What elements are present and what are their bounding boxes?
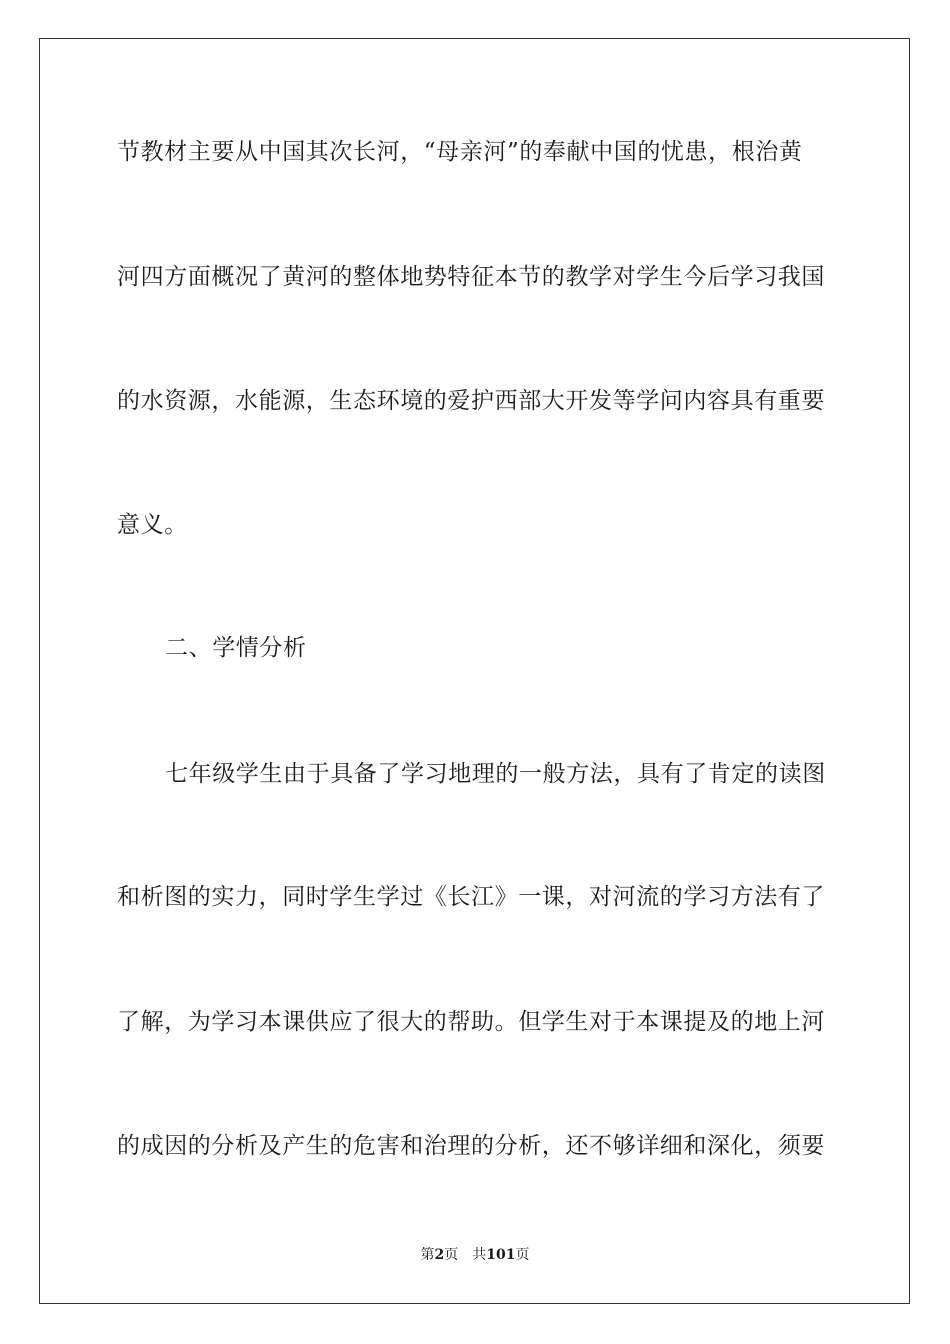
section-heading: 二、学情分析 (165, 635, 307, 661)
body-line-6: 七年级学生由于具备了学习地理的一般方法，具有了肯定的读图 (165, 761, 826, 787)
footer-total-suffix: 页 (515, 1247, 530, 1263)
body-line-2: 河四方面概况了黄河的整体地势特征本节的教学对学生今后学习我国 (117, 264, 825, 290)
footer-page-prefix: 第 (420, 1247, 435, 1263)
body-line-8: 了解，为学习本课供应了很大的帮助。但学生对于本课提及的地上河 (117, 1009, 825, 1035)
body-line-1: 节教材主要从中国其次长河，“母亲河”的奉献中国的忧患，根治黄 (117, 139, 803, 165)
body-line-4: 意义。 (117, 512, 188, 538)
footer-total-number: 101 (486, 1247, 516, 1263)
footer-page-number: 2 (434, 1247, 445, 1263)
body-line-9: 的成因的分析及产生的危害和治理的分析，还不够详细和深化，须要 (117, 1133, 825, 1159)
body-line-3: 的水资源，水能源，生态环境的爱护西部大开发等学问内容具有重要 (117, 388, 825, 414)
footer-page-suffix: 页 (444, 1247, 459, 1263)
footer-total-prefix: 共 (472, 1247, 487, 1263)
page-footer (0, 1246, 950, 1264)
body-line-7: 和析图的实力，同时学生学过《长江》一课，对河流的学习方法有了 (117, 884, 825, 910)
page-frame (39, 38, 910, 1304)
